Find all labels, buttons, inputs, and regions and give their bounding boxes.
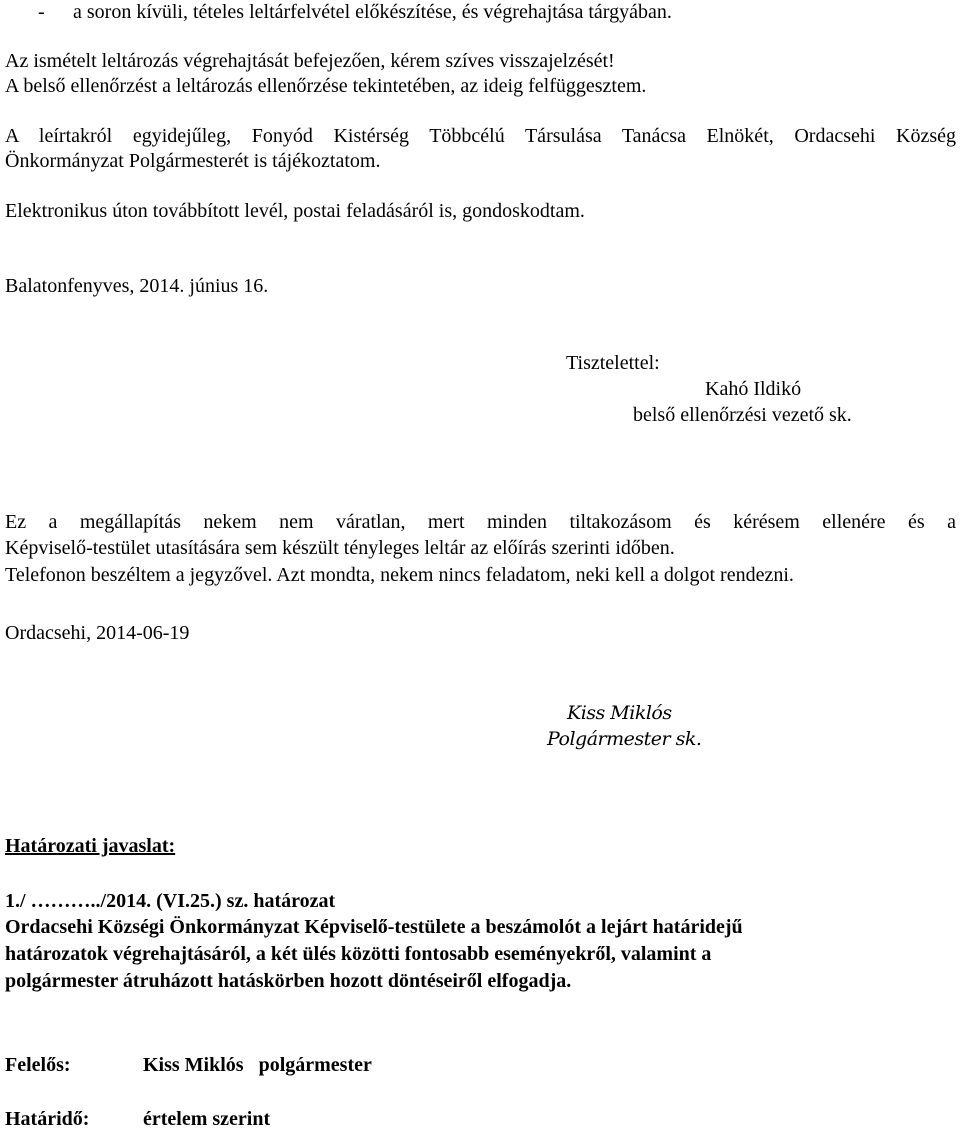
resolution-body-line-1: Ordacsehi Községi Önkormányzat Képviselő-testülete a beszámolót a lejárt határidejű	[5, 916, 743, 938]
response-line-1: Ez a megállapítás nekem nem váratlan, mert minden tiltakozásom és kérésem ellenére és a	[5, 511, 956, 533]
bullet-text: a soron kívüli, tételes leltárfelvétel előkészítése, és végrehajtása tárgyában.	[73, 1, 672, 23]
signature-name: Kiss Miklós	[567, 702, 672, 724]
responsible-label: Felelős:	[5, 1054, 71, 1076]
paragraph-1-line-2: A belső ellenőrzést a leltározás ellenőrzése tekintetében, az ideig felfüggesztem.	[5, 75, 647, 97]
letter-place-date: Balatonfenyves, 2014. június 16.	[5, 275, 269, 297]
responsible-value: Kiss Miklós polgármester	[143, 1054, 372, 1076]
resolution-body-line-2: határozatok végrehajtásáról, a két ülés közötti fontosabb eseményekről, valamint a	[5, 943, 712, 965]
signature-title: Polgármester sk.	[547, 728, 702, 750]
signer-title: belső ellenőrzési vezető sk.	[633, 404, 852, 426]
response-line-3: Telefonon beszéltem a jegyzővel. Azt mondta, nekem nincs feladatom, neki kell a dolgot rendezni.	[5, 564, 794, 586]
paragraph-1-line-1: Az ismételt leltározás végrehajtását befejezően, kérem szíves visszajelzését!	[5, 50, 615, 72]
resolution-body-line-3: polgármester átruházott hatáskörben hozott döntéseiről elfogadja.	[5, 970, 572, 992]
paragraph-2-line-2: Önkormányzat Polgármesterét is tájékoztatom.	[5, 150, 381, 172]
signer-name: Kahó Ildikó	[705, 378, 802, 400]
response-place-date: Ordacsehi, 2014-06-19	[5, 622, 190, 644]
proposal-heading: Határozati javaslat:	[5, 835, 176, 857]
response-line-2: Képviselő-testület utasítására sem készült tényleges leltár az előírás szerinti időben.	[5, 537, 675, 559]
deadline-label: Határidő:	[5, 1108, 90, 1130]
bullet-dash: -	[38, 1, 45, 23]
greeting: Tisztelettel:	[566, 352, 660, 374]
paragraph-2-line-1: A leírtakról egyidejűleg, Fonyód Kistérség Többcélú Társulása Tanácsa Elnökét, Ordacsehi Község	[5, 125, 956, 147]
deadline-value: értelem szerint	[143, 1108, 271, 1130]
resolution-number: 1./ ………../2014. (VI.25.) sz. határozat	[5, 890, 336, 912]
paragraph-3: Elektronikus úton továbbított levél, postai feladásáról is, gondoskodtam.	[5, 200, 585, 222]
